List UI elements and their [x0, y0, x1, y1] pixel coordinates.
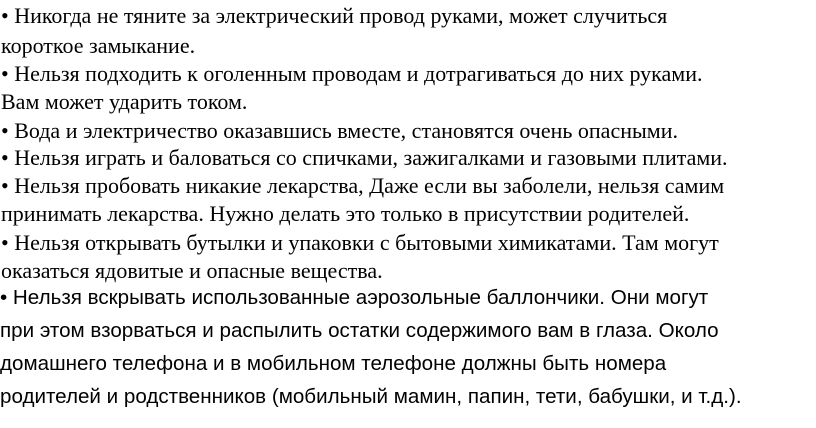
text-line: • Нельзя играть и баловаться со спичками, зажигалками и газовыми плитами. — [1, 145, 728, 170]
text-line: • Нельзя подходить к оголенным проводам и дотрагиваться до них руками. — [1, 61, 703, 86]
text-line: • Нельзя открывать бутылки и упаковки с бытовыми химикатами. Там могут — [1, 230, 719, 255]
text-line: • Вода и электричество оказавшись вместе, становятся очень опасными. — [1, 118, 678, 143]
text-line: • Никогда не тяните за электрический провод руками, может случиться — [1, 3, 668, 28]
text-line: при этом взорваться и распылить остатки содержимого вам в глаза. Около — [0, 319, 719, 342]
text-line: принимать лекарства. Нужно делать это только в присутствии родителей. — [1, 201, 690, 226]
text-line: • Нельзя пробовать никакие лекарства, Даже если вы заболели, нельзя самим — [1, 173, 725, 198]
text-line: • Нельзя вскрывать использованные аэрозольные баллончики. Они могут — [0, 286, 709, 309]
text-line: оказаться ядовитые и опасные вещества. — [1, 258, 383, 283]
text-line: домашнего телефона и в мобильном телефоне должны быть номера — [0, 352, 667, 375]
text-line: родителей и родственников (мобильный мамин, папин, тети, бабушки, и т.д.). — [0, 385, 742, 408]
text-line: Вам может ударить током. — [1, 89, 248, 114]
text-line: короткое замыкание. — [1, 33, 196, 58]
